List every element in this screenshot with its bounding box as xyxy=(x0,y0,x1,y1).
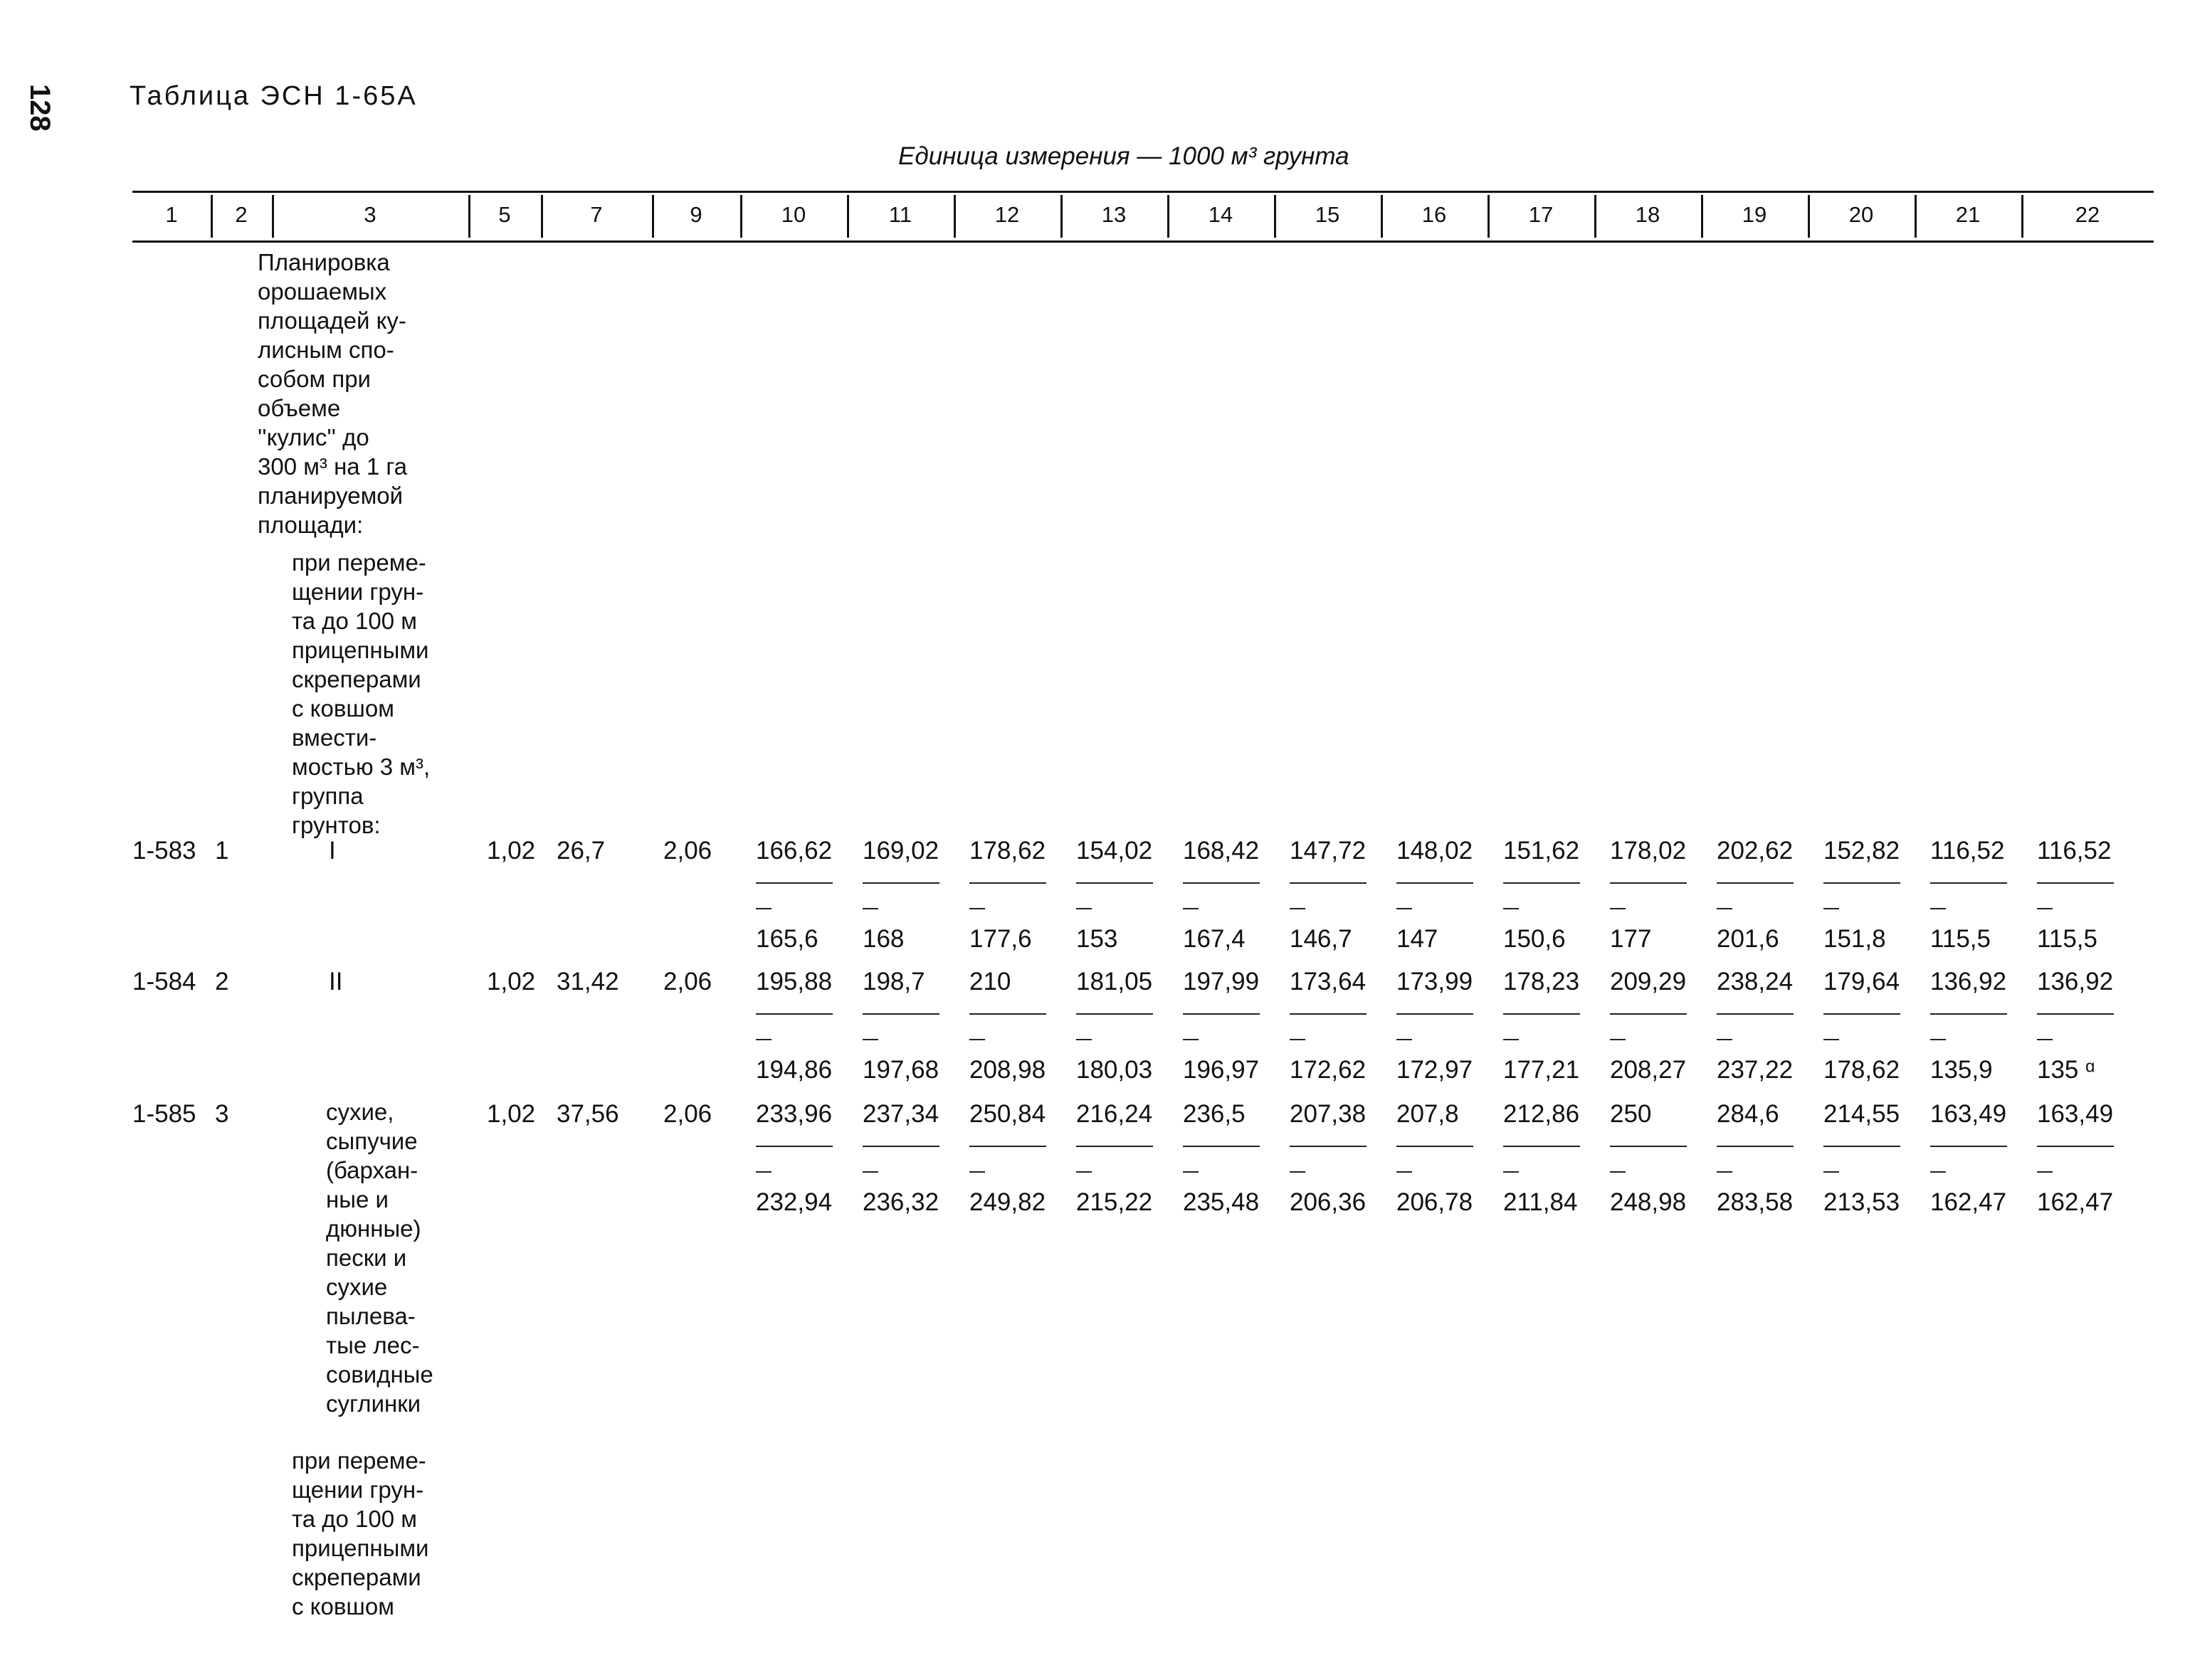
rate-value-top: 178,23 xyxy=(1503,968,1580,995)
rate-value-bottom: 249,82 xyxy=(969,1188,1046,1216)
column-separator xyxy=(740,195,742,238)
rate-value-top: 237,34 xyxy=(863,1100,939,1128)
rate-value-top: 250 xyxy=(1610,1100,1652,1128)
rate-value-top: 168,42 xyxy=(1183,837,1260,865)
fraction-line xyxy=(756,882,833,884)
fraction-line xyxy=(1503,882,1580,884)
fraction-minus xyxy=(1396,1039,1412,1040)
fraction-line xyxy=(2037,1146,2114,1147)
rate-value-top: 207,38 xyxy=(1290,1100,1367,1128)
column-separator xyxy=(1808,195,1810,238)
rate-value-top: 154,02 xyxy=(1076,837,1153,865)
rate-value-bottom: 201,6 xyxy=(1717,925,1779,953)
fraction-line xyxy=(1076,1146,1153,1147)
rate-value-bottom: 162,47 xyxy=(2037,1188,2114,1216)
rate-value-bottom: 206,36 xyxy=(1290,1188,1367,1216)
rate-value-bottom: 237,22 xyxy=(1717,1056,1794,1084)
col9-value: 2,06 xyxy=(663,968,712,995)
fraction-minus xyxy=(969,908,985,909)
rate-value-bottom: 151,8 xyxy=(1823,925,1886,953)
column-header-12: 12 xyxy=(994,202,1020,227)
rate-value-top: 169,02 xyxy=(863,837,939,865)
fraction-minus xyxy=(2037,1039,2053,1040)
fraction-line xyxy=(1717,882,1794,884)
column-header-2: 2 xyxy=(235,202,248,227)
fraction-line xyxy=(1396,882,1473,884)
rate-value-bottom: 197,68 xyxy=(863,1056,939,1084)
fraction-line xyxy=(1610,1013,1687,1015)
rate-value-bottom: 165,6 xyxy=(756,925,818,953)
fraction-line xyxy=(756,1146,833,1147)
fraction-line xyxy=(969,1146,1046,1147)
fraction-line xyxy=(1503,1013,1580,1015)
col9-value: 2,06 xyxy=(663,837,712,865)
description-intro: Планировка орошаемых площадей ку- лисным спо- собом при объеме ''кулис'' до 300 м³ на 1 га планируемой площади: xyxy=(258,249,408,538)
rate-value-bottom: 146,7 xyxy=(1290,925,1352,953)
rate-value-top: 210 xyxy=(969,968,1011,995)
fraction-line xyxy=(1290,882,1367,884)
column-separator xyxy=(1701,195,1703,238)
rate-value-bottom: 248,98 xyxy=(1610,1188,1687,1216)
column-header-14: 14 xyxy=(1208,202,1233,227)
rate-value-top: 173,64 xyxy=(1290,968,1367,995)
rate-value-top: 116,52 xyxy=(1930,837,2005,865)
column-separator xyxy=(652,195,654,238)
column-header-1: 1 xyxy=(165,202,178,227)
fraction-minus xyxy=(1503,908,1519,909)
fraction-line xyxy=(1610,1146,1687,1147)
rate-value-bottom: 168 xyxy=(863,925,905,953)
rate-value-top: 238,24 xyxy=(1717,968,1794,995)
column-header-19: 19 xyxy=(1742,202,1767,227)
fraction-minus xyxy=(1396,1171,1412,1173)
fraction-minus xyxy=(756,1039,772,1040)
fraction-line xyxy=(1183,882,1260,884)
rate-value-bottom: 172,62 xyxy=(1290,1056,1367,1084)
rate-value-bottom: 180,03 xyxy=(1076,1056,1153,1084)
rate-value-top: 136,92 xyxy=(2037,968,2114,995)
rate-value-top: 197,99 xyxy=(1183,968,1260,995)
column-separator xyxy=(1274,195,1276,238)
fraction-minus xyxy=(1076,908,1092,909)
rate-value-bottom: 115,5 xyxy=(1930,925,1991,953)
fraction-minus xyxy=(1823,1171,1839,1173)
rate-value-bottom: 167,4 xyxy=(1183,925,1246,953)
rate-value-top: 166,62 xyxy=(756,837,833,865)
rate-value-bottom: 178,62 xyxy=(1823,1056,1900,1084)
fraction-line xyxy=(1610,882,1687,884)
rate-value-bottom: 211,84 xyxy=(1503,1188,1578,1216)
rate-value-bottom: 162,47 xyxy=(1930,1188,2007,1216)
fraction-minus xyxy=(1290,1171,1305,1173)
soil-group-description: сухие, сыпучие (бархан- ные и дюнные) пески и сухие пылева- тые лес- совидные суглинки xyxy=(326,1099,433,1417)
rate-value-top: 173,99 xyxy=(1396,968,1473,995)
fraction-line xyxy=(863,1146,939,1147)
fraction-line xyxy=(1290,1146,1367,1147)
fraction-line xyxy=(1396,1013,1473,1015)
fraction-minus xyxy=(1076,1171,1092,1173)
column-header-3: 3 xyxy=(364,202,377,227)
rate-value-top: 233,96 xyxy=(756,1100,833,1128)
fraction-minus xyxy=(863,908,878,909)
rate-value-bottom: 208,27 xyxy=(1610,1056,1687,1084)
fraction-minus xyxy=(2037,908,2053,909)
rate-value-top: 209,29 xyxy=(1610,968,1687,995)
column-separator xyxy=(541,195,543,238)
description-sub1: при переме- щении грун- та до 100 м прицепными скреперами с ковшом вмести- мостью 3 м³, группа грунтов: xyxy=(292,549,431,838)
fraction-minus xyxy=(756,1171,772,1173)
fraction-line xyxy=(1290,1013,1367,1015)
rate-value-bottom: 115,5 xyxy=(2037,925,2097,953)
column-header-10: 10 xyxy=(781,202,806,227)
rate-value-bottom: 177,21 xyxy=(1503,1056,1580,1084)
table-title: Таблица ЭСН 1-65А xyxy=(130,81,418,111)
fraction-minus xyxy=(1076,1039,1092,1040)
fraction-minus xyxy=(969,1039,985,1040)
fraction-line xyxy=(1076,882,1153,884)
column-separator xyxy=(1915,195,1917,238)
fraction-minus xyxy=(969,1171,985,1173)
soil-group: II xyxy=(329,968,343,995)
column-header-20: 20 xyxy=(1848,202,1874,227)
column-separator xyxy=(1488,195,1490,238)
rate-value-top: 163,49 xyxy=(2037,1100,2114,1128)
column-header-7: 7 xyxy=(590,202,603,227)
rate-value-bottom: 232,94 xyxy=(756,1188,833,1216)
fraction-minus xyxy=(756,908,772,909)
column-separator xyxy=(1060,195,1063,238)
description-sub2: при переме- щении грун- та до 100 м прицепными скреперами с ковшом xyxy=(292,1447,429,1620)
rate-value-top: 163,49 xyxy=(1930,1100,2007,1128)
column-header-21: 21 xyxy=(1955,202,1981,227)
column-separator xyxy=(211,195,213,238)
fraction-line xyxy=(1930,1146,2007,1147)
fraction-line xyxy=(1823,882,1900,884)
fraction-minus xyxy=(1823,908,1839,909)
fraction-minus xyxy=(1610,1171,1626,1173)
column-separator xyxy=(272,195,274,238)
fraction-minus xyxy=(1823,1039,1839,1040)
rate-value-bottom: 194,86 xyxy=(756,1056,833,1084)
fraction-line xyxy=(1823,1013,1900,1015)
column-separator xyxy=(468,195,470,238)
column-separator xyxy=(2021,195,2023,238)
fraction-line xyxy=(1930,882,2007,884)
rate-value-top: 136,92 xyxy=(1930,968,2007,995)
fraction-line xyxy=(756,1013,833,1015)
column-header-16: 16 xyxy=(1421,202,1447,227)
rate-value-top: 198,7 xyxy=(863,968,925,995)
col9-value: 2,06 xyxy=(663,1100,712,1128)
rate-value-bottom: 172,97 xyxy=(1396,1056,1473,1084)
rate-value-bottom: 135,9 xyxy=(1930,1056,1993,1084)
header-bottom-rule xyxy=(132,241,2154,243)
row-number: 1 xyxy=(215,837,229,865)
rate-value-top: 151,62 xyxy=(1503,837,1580,865)
column-separator xyxy=(1381,195,1383,238)
rate-value-top: 178,02 xyxy=(1610,837,1687,865)
fraction-line xyxy=(1930,1013,2007,1015)
rate-value-top: 178,62 xyxy=(969,837,1046,865)
column-header-9: 9 xyxy=(690,202,702,227)
rate-value-top: 152,82 xyxy=(1823,837,1900,865)
fraction-minus xyxy=(1290,908,1305,909)
rate-value-bottom: 153 xyxy=(1076,925,1118,953)
column-separator xyxy=(1594,195,1596,238)
fraction-line xyxy=(1183,1013,1260,1015)
rate-value-top: 181,05 xyxy=(1076,968,1153,995)
fraction-line xyxy=(1183,1146,1260,1147)
fraction-line xyxy=(863,882,939,884)
row-code: 1-583 xyxy=(132,837,196,865)
column-separator xyxy=(847,195,849,238)
rate-value-top: 236,5 xyxy=(1183,1100,1246,1128)
rate-value-bottom: 196,97 xyxy=(1183,1056,1260,1084)
column-header-13: 13 xyxy=(1101,202,1127,227)
fraction-minus xyxy=(863,1171,878,1173)
rate-value-bottom: 135 ᵅ xyxy=(2037,1056,2095,1084)
col7-value: 31,42 xyxy=(557,968,619,995)
rate-value-bottom: 283,58 xyxy=(1717,1188,1794,1216)
fraction-minus xyxy=(1503,1039,1519,1040)
rate-value-top: 116,52 xyxy=(2037,837,2112,865)
rate-value-bottom: 177 xyxy=(1610,925,1652,953)
row-code: 1-584 xyxy=(132,968,196,995)
fraction-minus xyxy=(1610,1039,1626,1040)
fraction-line xyxy=(1076,1013,1153,1015)
fraction-line xyxy=(1717,1146,1794,1147)
rate-value-top: 214,55 xyxy=(1823,1100,1900,1128)
unit-caption: Единица измерения — 1000 м³ грунта xyxy=(898,142,1349,170)
soil-group: I xyxy=(329,837,336,865)
rate-value-top: 216,24 xyxy=(1076,1100,1153,1128)
fraction-line xyxy=(863,1013,939,1015)
fraction-minus xyxy=(1610,908,1626,909)
col7-value: 37,56 xyxy=(557,1100,619,1128)
column-header-11: 11 xyxy=(888,202,912,227)
fraction-line xyxy=(1717,1013,1794,1015)
fraction-minus xyxy=(1717,908,1732,909)
rate-value-top: 207,8 xyxy=(1396,1100,1459,1128)
header-top-rule xyxy=(132,191,2154,193)
fraction-minus xyxy=(1396,908,1412,909)
fraction-minus xyxy=(1503,1171,1519,1173)
rate-value-bottom: 150,6 xyxy=(1503,925,1566,953)
rate-value-bottom: 235,48 xyxy=(1183,1188,1260,1216)
fraction-line xyxy=(1823,1146,1900,1147)
rate-value-bottom: 147 xyxy=(1396,925,1438,953)
fraction-minus xyxy=(1717,1171,1732,1173)
col5-value: 1,02 xyxy=(487,968,536,995)
fraction-line xyxy=(2037,1013,2114,1015)
rate-value-top: 148,02 xyxy=(1396,837,1473,865)
column-header-15: 15 xyxy=(1315,202,1340,227)
rate-value-top: 147,72 xyxy=(1290,837,1367,865)
col5-value: 1,02 xyxy=(487,837,536,865)
rate-value-bottom: 208,98 xyxy=(969,1056,1046,1084)
fraction-minus xyxy=(2037,1171,2053,1173)
row-number: 3 xyxy=(215,1100,229,1128)
column-header-5: 5 xyxy=(498,202,511,227)
fraction-line xyxy=(2037,882,2114,884)
rate-value-bottom: 206,78 xyxy=(1396,1188,1473,1216)
rate-value-top: 284,6 xyxy=(1717,1100,1779,1128)
page-number: 128 xyxy=(24,84,56,132)
rate-value-bottom: 236,32 xyxy=(863,1188,939,1216)
fraction-minus xyxy=(1930,1171,1946,1173)
fraction-minus xyxy=(1183,1039,1199,1040)
row-code: 1-585 xyxy=(132,1100,196,1128)
fraction-line xyxy=(969,882,1046,884)
fraction-minus xyxy=(1183,908,1199,909)
fraction-minus xyxy=(1717,1039,1732,1040)
rate-value-bottom: 215,22 xyxy=(1076,1188,1153,1216)
fraction-minus xyxy=(863,1039,878,1040)
col7-value: 26,7 xyxy=(557,837,606,865)
row-number: 2 xyxy=(215,968,229,995)
rate-value-top: 250,84 xyxy=(969,1100,1046,1128)
fraction-minus xyxy=(1290,1039,1305,1040)
fraction-minus xyxy=(1930,1039,1946,1040)
rate-value-bottom: 213,53 xyxy=(1823,1188,1900,1216)
fraction-line xyxy=(1503,1146,1580,1147)
column-separator xyxy=(954,195,956,238)
rate-value-top: 179,64 xyxy=(1823,968,1900,995)
col5-value: 1,02 xyxy=(487,1100,536,1128)
column-header-17: 17 xyxy=(1528,202,1554,227)
fraction-line xyxy=(1396,1146,1473,1147)
fraction-minus xyxy=(1930,908,1946,909)
rate-value-bottom: 177,6 xyxy=(969,925,1032,953)
rate-value-top: 202,62 xyxy=(1717,837,1794,865)
column-header-22: 22 xyxy=(2075,202,2100,227)
column-header-18: 18 xyxy=(1635,202,1660,227)
rate-value-top: 195,88 xyxy=(756,968,833,995)
column-separator xyxy=(1167,195,1169,238)
fraction-minus xyxy=(1183,1171,1199,1173)
rate-value-top: 212,86 xyxy=(1503,1100,1580,1128)
fraction-line xyxy=(969,1013,1046,1015)
